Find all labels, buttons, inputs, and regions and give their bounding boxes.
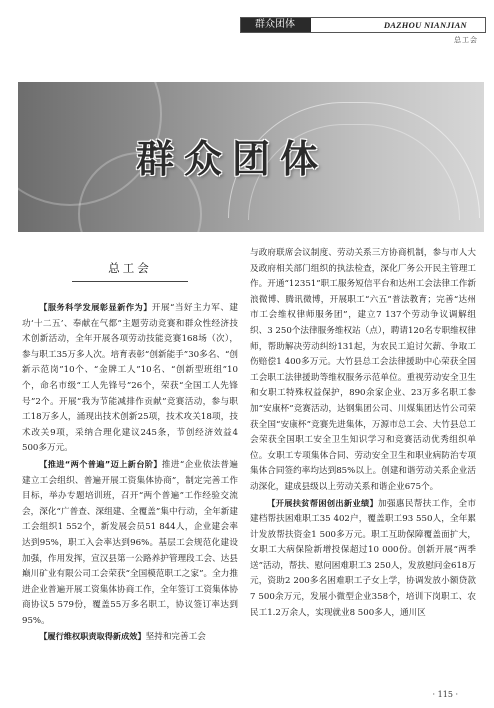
journal-name: DAZHOU NIANJIAN — [383, 20, 467, 30]
paragraph: 与政府联席会议制度、劳动关系三方协商机制，参与市人大及政府相关部门组织的执法检查，深化厂务公开民主管理工作。开通“12351”职工服务短信平台和达州工会法律工作新浪微博、腾讯微博，开展职工“六五”普法教育；完善“达州市工会维权律师服务团”，建立7 137个劳动争议调解组织、3 250个法律服务维权站（点），聘请120名专职维权律师，帮助解决劳动纠纷131起，为农民工追讨欠薪、争取工伤赔偿1 400多万元。大竹县总工会法律援助中心荣获全国工会职工法律援助等维权服务示范单位。重视劳动安全卫生和女职工特殊权益保护，890余家企业、23万多名职工参加“安康杯”竞赛活动，达钢集团公司、川煤集团达竹公司荣获全国“安康杯”竞赛先进集体，万源市总工会、大竹县总工会荣获全国职工安全卫生知识学习和竞赛活动优秀组织单位。女职工专项集体合同、劳动安全卫生和职业病防治专项集体合同签约率均达到85%以上。创建和谐劳动关系企业活动深化，建成县级以上劳动关系和谐企业675个。 — [250, 248, 476, 492]
page-number: · 115 · — [432, 690, 458, 699]
running-header — [240, 17, 486, 33]
subhead: 【推进“两个普遍”迈上新台阶】 — [39, 458, 162, 469]
subhead: 【开展扶贫帮困创出新业绩】 — [267, 497, 379, 508]
paragraph — [22, 457, 238, 630]
paragraph — [250, 496, 476, 622]
running-subheader: 总工会 — [454, 36, 478, 44]
paragraph — [22, 629, 238, 646]
chapter-title: 群众团体 — [136, 136, 329, 181]
right-column — [250, 246, 476, 621]
body-text: 加强惠民帮扶工作，全市建档帮扶困难职工35 402户，覆盖职工93 550人，全年累计发放帮扶资金1 500多万元。职工互助保障覆盖面扩大，女职工大病保险新增投保超过10 000份。创新开展“两季送”活动，帮扶、慰问困难职工3 250人，发放慰问金618万元，资助2 200多名困难职工子女上学，协调发放小额贷款7 500余万元，发展小微型企业358个，培训下岗职工、农民工1.2万余人，实现就业8 500多人，通川区 — [250, 498, 476, 618]
subhead: 【履行维权职责取得新成效】 — [39, 631, 146, 642]
left-column — [22, 246, 238, 646]
body-text: 坚持和完善工会 — [145, 632, 206, 643]
body-text: 推进“企业依法普遍建立工会组织、普遍开展工资集体协商”，制定完善工作目标，举办专题培训班，召开“两个普遍”工作经验交流会，深化“广普查、深组建、全覆盖”集中行动，全年新建工会组织1 552个，新发展会员51 844人，企业建会率达到95%，职工入会率达到96%。基层工会规范化建设加强，作用发挥，宣汉县第一公路养护管理段工会、达县巅川矿业有限公司工会荣获“全国模范职工之家”。全力推进企业普遍开展工资集体协商工作，全年签订工资集体协商协议5 579份，覆盖55万多名职工，协议签订率达到95%。 — [22, 459, 238, 626]
section-title: 总工会 — [22, 248, 238, 288]
subhead: 【服务科学发展彰显新作为】 — [39, 302, 152, 312]
paragraph — [22, 300, 238, 457]
body-text: 开展“当好主力军、建功‘十二五’、奉献在气都”主题劳动竞赛和群众性经济技术创新活动，全年开展各项劳动技能竞赛168场（次），参与职工35万多人次。培育表彰“创新能手”30多名、“创新示范岗”10个、“金牌工人”10名、“创新型班组”10个，命名市级“工人先锋号”26个，荣获“全国工人先锋号”2个。开展“我为节能减排作贡献”竞赛活动，参与职工18万多人，涌现出技术创新25项，技术攻关18项，技术改关9项，采纳合理化建议245条，节创经济效益4 500多万元。 — [22, 303, 238, 454]
chapter-banner — [18, 82, 484, 232]
section-tag: 群众团体 — [241, 18, 311, 32]
